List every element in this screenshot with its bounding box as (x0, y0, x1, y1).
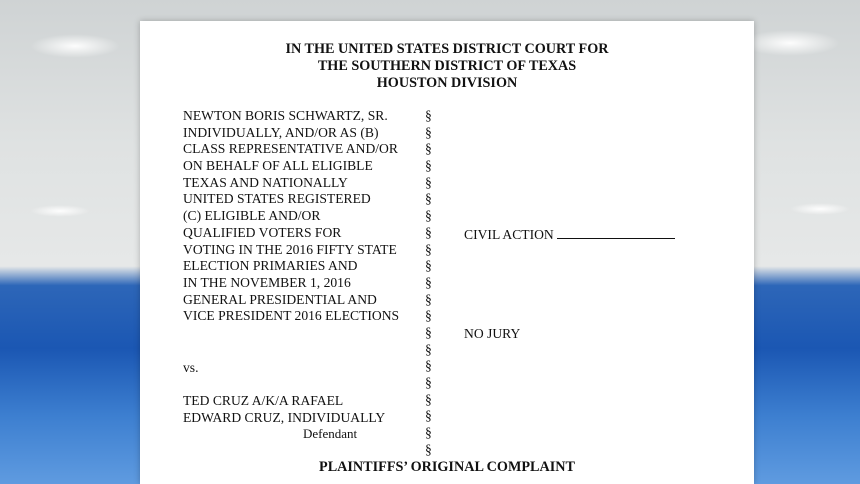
plaintiff-line: ELECTION PRIMARIES AND (183, 258, 358, 274)
civil-action-field (464, 226, 675, 243)
section-symbol-column (425, 108, 432, 458)
complaint-title: PLAINTIFFS’ ORIGINAL COMPLAINT (319, 459, 575, 475)
section-symbol: § (425, 258, 432, 274)
section-symbol: § (425, 108, 432, 123)
section-symbol: § (425, 241, 432, 257)
studio-light (30, 205, 90, 217)
section-symbol: § (425, 391, 432, 407)
defendant-caption (183, 393, 385, 443)
section-symbol: § (425, 191, 432, 207)
section-symbol: § (425, 224, 432, 240)
court-heading-line: THE SOUTHERN DISTRICT OF TEXAS (317, 58, 577, 74)
court-heading (140, 41, 754, 92)
plaintiff-line: UNITED STATES REGISTERED (183, 191, 371, 207)
section-symbol: § (425, 291, 432, 307)
section-symbol: § (425, 141, 432, 157)
studio-light (740, 30, 840, 56)
section-symbol: § (425, 158, 432, 174)
plaintiff-line: ON BEHALF OF ALL ELIGIBLE (183, 158, 373, 174)
plaintiff-line: (C) ELIGIBLE AND/OR (183, 208, 321, 224)
section-symbol: § (425, 408, 432, 424)
section-symbol: § (425, 324, 432, 340)
section-symbol: § (425, 174, 432, 190)
section-symbol: § (425, 441, 432, 457)
plaintiff-line: VICE PRESIDENT 2016 ELECTIONS (183, 308, 400, 324)
court-heading-line: HOUSTON DIVISION (376, 75, 518, 91)
section-symbol: § (425, 124, 432, 140)
civil-action-label: CIVIL ACTION (464, 227, 554, 242)
section-symbol: § (425, 308, 432, 324)
defendant-line: EDWARD CRUZ, INDIVIDUALLY (183, 409, 386, 425)
studio-light (790, 203, 850, 215)
legal-document-page (140, 21, 754, 484)
section-symbol: § (425, 425, 432, 441)
plaintiff-line: NEWTON BORIS SCHWARTZ, SR. (183, 108, 388, 123)
section-symbol: § (425, 358, 432, 374)
studio-light (30, 34, 120, 58)
defendant-line: TED CRUZ A/K/A RAFAEL (183, 393, 344, 408)
plaintiff-line: IN THE NOVEMBER 1, 2016 (183, 274, 351, 290)
civil-action-blank (557, 226, 675, 239)
plaintiff-line: TEXAS AND NATIONALLY (183, 174, 348, 190)
plaintiff-line: GENERAL PRESIDENTIAL AND (183, 291, 377, 307)
plaintiff-line: CLASS REPRESENTATIVE AND/OR (183, 141, 398, 157)
section-symbol: § (425, 208, 432, 224)
no-jury-label: NO JURY (464, 326, 521, 341)
court-heading-line: IN THE UNITED STATES DISTRICT COURT FOR (285, 41, 609, 57)
plaintiff-line: INDIVIDUALLY, AND/OR AS (B) (183, 124, 379, 140)
plaintiff-line: QUALIFIED VOTERS FOR (183, 224, 342, 240)
section-symbol: § (425, 341, 432, 357)
section-symbol: § (425, 274, 432, 290)
versus-label: vs. (183, 360, 199, 375)
plaintiff-line: VOTING IN THE 2016 FIFTY STATE (183, 241, 397, 257)
plaintiff-caption (183, 108, 399, 325)
defendant-role: Defendant (303, 426, 358, 442)
section-symbol: § (425, 375, 432, 390)
